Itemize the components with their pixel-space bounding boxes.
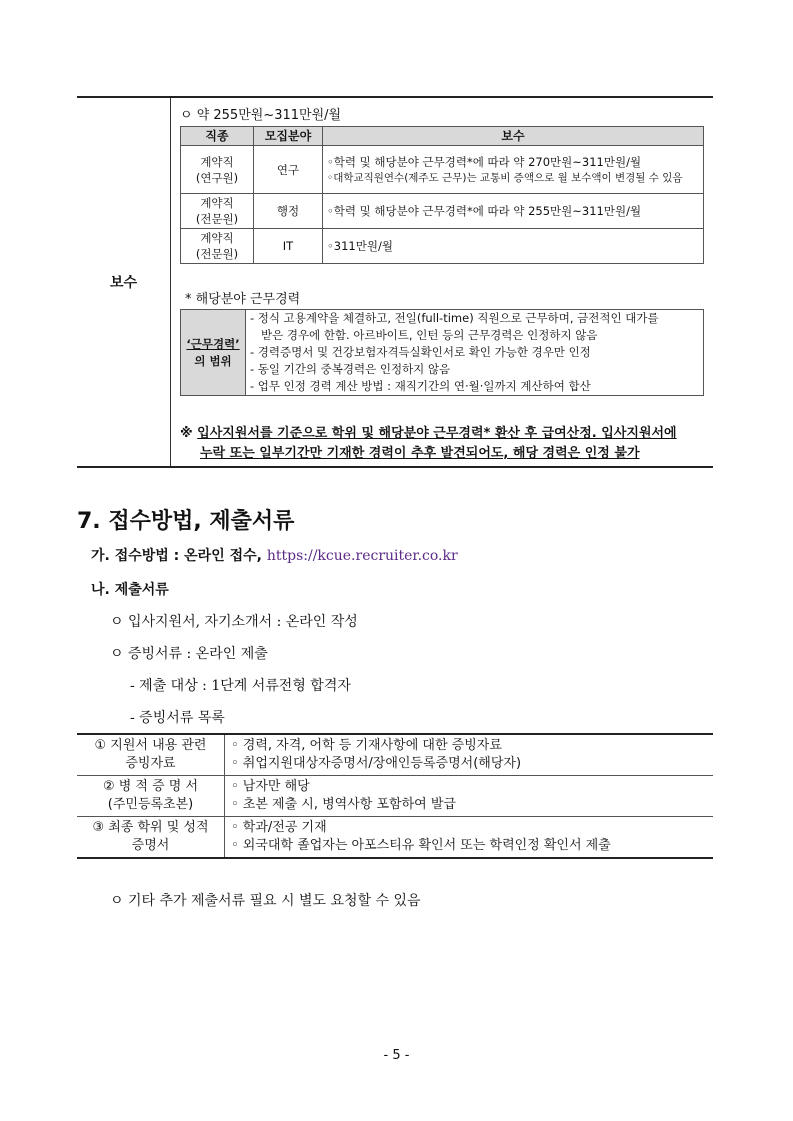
salary-note [180,424,710,464]
career-item: - 경력증명서 및 건강보험자격득실확인서로 확인 가능한 경우만 인정 [246,344,704,361]
docs-item: ◦ 남자만 해당 [231,779,310,794]
doc-line: - 증빙서류 목록 [130,710,225,726]
docs-label: ② 병 적 증 명 서 [102,779,199,794]
pay-field: 연구 [254,146,323,194]
docs-label: 증빙자료 [125,756,176,771]
table-row [77,776,713,817]
docs-item: ◦ 외국대학 졸업자는 아포스티유 확인서 또는 학력인정 확인서 제출 [231,838,611,853]
pay-header-pay: 보수 [323,127,704,146]
career-item: - 정식 고용계약을 체결하고, 전일(full-time) 직원으로 근무하며, 금전적인 대가를 [246,310,704,328]
doc-line: ㅇ 증빙서류 : 온라인 제출 [110,646,268,662]
pay-type: 계약직 (연구원) [181,146,254,194]
method-label: 가. 접수방법 : 온라인 접수, [91,548,267,564]
salary-range: ㅇ 약 255만원~311만원/월 [180,108,342,123]
docs-label: ③ 최종 학위 및 성적 [92,820,209,835]
career-head-label: 의 범위 [194,353,232,368]
doc-line: - 제출 대상 : 1단계 서류전형 합격자 [130,678,351,694]
note-mark: ※ [180,426,193,441]
docs-item: ◦ 학과/전공 기재 [231,820,327,835]
docs-heading: 나. 제출서류 [91,582,169,598]
docs-item: ◦ 취업지원대상자증명서/장애인등록증명서(해당자) [231,756,522,771]
docs-item: ◦ 경력, 자격, 어학 등 기재사항에 대한 증빙자료 [231,738,502,753]
table-row [181,229,704,264]
salary-table [77,96,713,468]
pay-type: 계약직 (전문원) [181,229,254,264]
career-table [180,309,704,396]
docs-label: 증명서 [131,838,170,853]
career-item: - 동일 기간의 중복경력은 인정하지 않음 [246,361,704,378]
section-title: 7. 접수방법, 제출서류 [77,509,295,534]
table-row [77,817,713,859]
docs-table [77,733,713,859]
doc-line: ㅇ 기타 추가 제출서류 필요 시 별도 요청할 수 있음 [110,893,421,909]
pay-text: ◦311만원/월 [323,229,704,264]
pay-text: ◦학력 및 해당분야 근무경력*에 따라 약 270만원~311만원/월 [327,154,642,169]
page-number: - 5 - [383,1048,410,1063]
note-line: 입사지원서를 기준으로 학위 및 해당분야 근무경력* 환산 후 급여산정. 입사지원서에 [197,426,677,441]
apply-link[interactable]: https://kcue.recruiter.co.kr [266,548,458,564]
pay-text: ◦학력 및 해당분야 근무경력*에 따라 약 255만원~311만원/월 [323,194,704,229]
career-head [181,310,246,396]
doc-line: ㅇ 입사지원서, 자기소개서 : 온라인 작성 [110,614,358,630]
table-row [181,194,704,229]
pay-field: IT [254,229,323,264]
career-head-label: ‘근무경력’ [186,336,240,351]
career-item: - 업무 인정 경력 계산 방법 : 재직기간의 연·월·일까지 계산하여 합산 [246,378,704,396]
pay-type: 계약직 (전문원) [181,194,254,229]
salary-label: 보수 [77,98,171,466]
pay-table [180,126,704,264]
pay-header-type: 직종 [181,127,254,146]
docs-label: ① 지원서 내용 관련 [94,738,207,753]
table-row [77,734,713,776]
pay-field: 행정 [254,194,323,229]
table-row [181,146,704,194]
method-line [91,545,458,565]
docs-item: ◦ 초본 제출 시, 병역사항 포함하여 발급 [231,797,456,812]
pay-text: ◦대학교직원연수(제주도 근무)는 교통비 증액으로 월 보수액이 변경될 수 있음 [327,171,683,184]
docs-label: (주민등록초본) [107,797,194,812]
career-title: * 해당분야 근무경력 [185,292,301,307]
note-line: 누락 또는 일부기간만 기재한 경력이 추후 발견되어도, 해당 경력은 인정 불가 [200,446,640,461]
pay-header-field: 모집분야 [254,127,323,146]
career-item: 받은 경우에 한함. 아르바이트, 인턴 등의 근무경력은 인정하지 않음 [246,327,704,344]
